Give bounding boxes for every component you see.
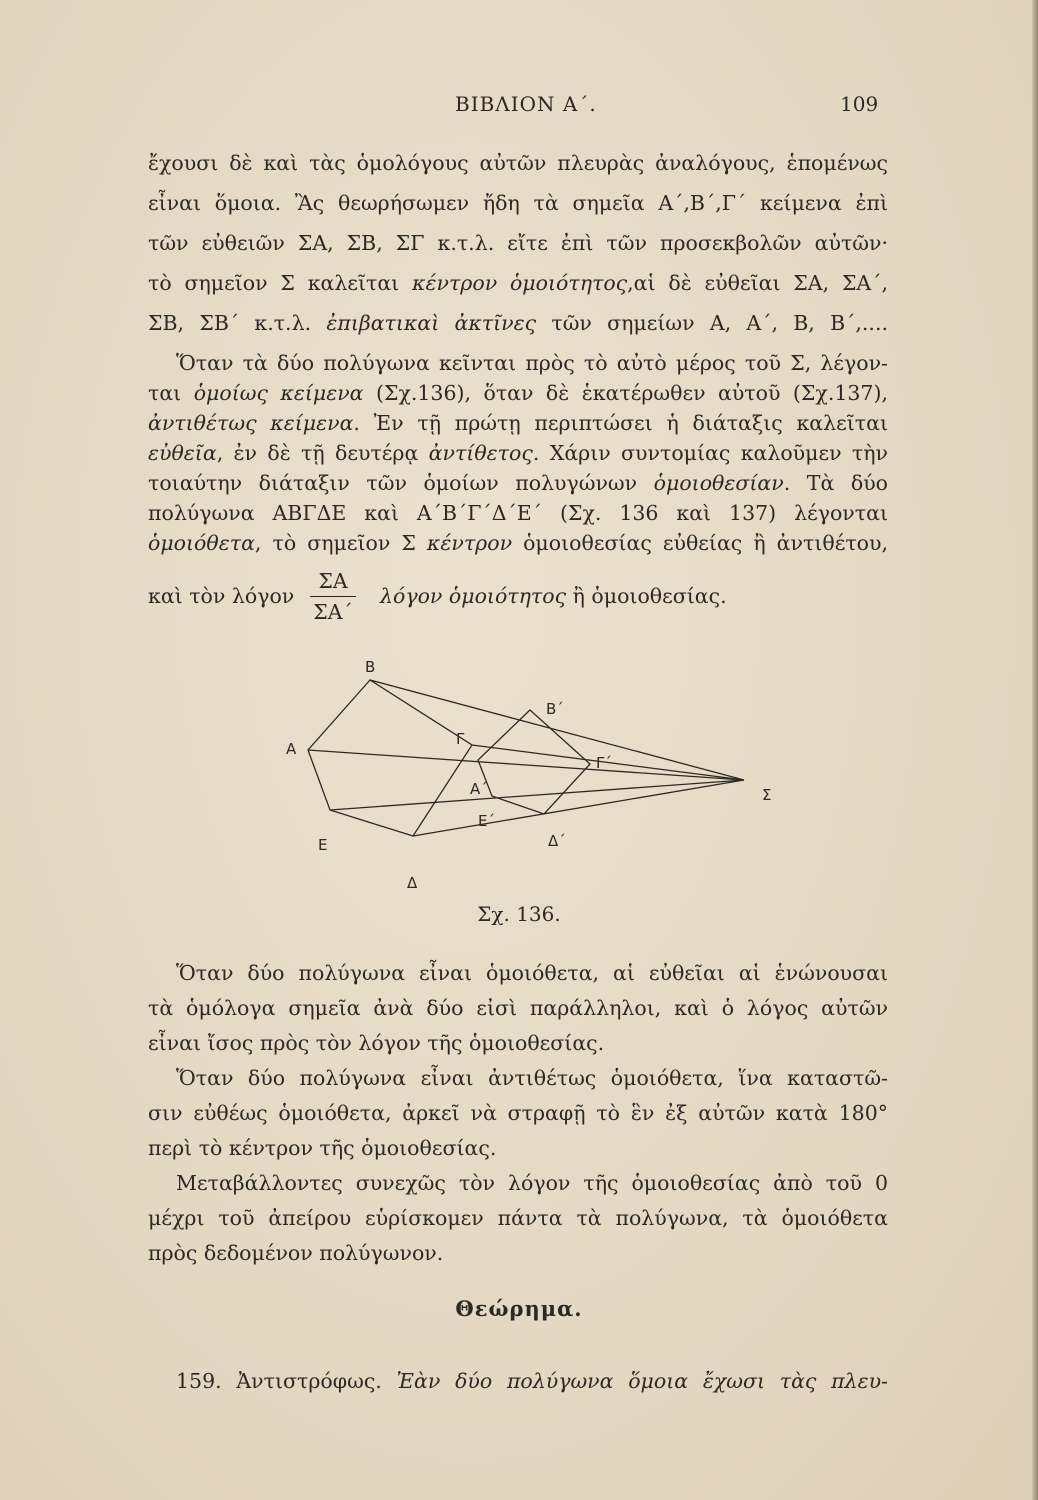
fraction-bar [310,596,356,597]
text-line: Ὅταν δύο πολύγωνα εἶναι ὁμοιόθετα, αἱ εὐθεῖαι αἱ ἑνώνουσαι [176,961,888,985]
label-E1: Ε΄ [478,812,495,830]
term-radius-vectors: ἐπιβατικαὶ ἀκτῖνες [326,311,537,335]
label-B: Β [365,658,376,676]
term-homothetic: ὁμοιόθετα [148,531,255,555]
theorem-statement [148,1366,888,1396]
text-line [148,268,888,298]
homothety-diagram [270,650,790,900]
text-line [148,378,888,408]
fraction-numerator: ΣΑ [318,569,348,593]
ratio-tail [380,584,727,608]
text-run: . Χάριν συντομίας καλοῦμεν τὴν [532,441,888,465]
text-line: εἶναι ὅμοια. Ἂς θεωρήσωμεν ἤδη τὰ σημεῖα Α΄,Β΄,Γ΄ κείμενα ἐπὶ [148,191,888,215]
ray-SA [308,750,744,780]
text-line [148,408,888,438]
theorem-number: 159. [176,1369,237,1393]
text-run: , τὸ σημεῖον Σ [254,531,427,555]
text-line: τὰ ὁμόλογα σημεῖα ἀνὰ δύο εἰσὶ παράλληλοι, καὶ ὁ λόγος αὐτῶν [148,996,888,1020]
ratio-lead: καὶ τὸν λόγον [148,584,295,608]
term-direct: εὐθεῖα [148,441,217,465]
fraction-denominator: ΣΑ΄ [313,600,353,624]
text-run: ΣΒ, ΣΒ΄ κ.τ.λ. [148,311,327,335]
text-run: ,αἱ δὲ εὐθεῖαι ΣΑ, ΣΑ΄, [627,271,889,295]
label-G1: Γ΄ [596,754,612,772]
text-line: Ὅταν δύο πολύγωνα εἶναι ἀντιθέτως ὁμοιόθετα, ἵνα καταστῶ- [176,1066,888,1090]
term-ratio-of-similarity: λόγον ὁμοιότητος [380,584,567,608]
text-line: τῶν εὐθειῶν ΣΑ, ΣΒ, ΣΓ κ.τ.λ. εἴτε ἐπὶ τῶν προσεκβολῶν αὐτῶν· [148,231,888,255]
page-edge-shadow [1032,0,1038,1500]
theorem-heading: Θεώρημα. [455,1296,583,1321]
fraction [306,568,360,625]
theorem-text: Ἐὰν δύο πολύγωνα ὅμοια ἔχωσι τὰς πλευ- [396,1369,888,1393]
text-line: σιν εὐθέως ὁμοιόθετα, ἀρκεῖ νὰ στραφῇ τὸ ἓν ἐξ αὐτῶν κατὰ 180° [148,1101,888,1125]
ray-SB [370,680,744,780]
text-line: πολύγωνα ΑΒΓΔΕ καὶ Α΄Β΄Γ΄Δ΄Ε΄ (Σχ. 136 καὶ 137) λέγονται [148,501,888,525]
text-line: ἔχουσι δὲ καὶ τὰς ὁμολόγους αὐτῶν πλευρὰς ἀναλόγους, ἑπομένως [148,151,888,175]
text-run: ὁμοιοθεσίας εὐθείας ἢ ἀντιθέτου, [512,531,888,555]
figure-136 [270,650,790,900]
text-run: τῶν σημείων Α, Α΄, Β, Β΄,.... [536,311,888,335]
label-S: Σ [762,786,772,804]
label-D1: Δ΄ [548,832,566,850]
label-B1: Β΄ [546,700,564,718]
text-line: Μεταβάλλοντες συνεχῶς τὸν λόγον τῆς ὁμοιοθεσίας ἀπὸ τοῦ 0 [176,1171,888,1195]
text-line: πρὸς δεδομένον πολύγωνον. [148,1241,444,1265]
ratio-definition [148,568,888,632]
text-line [148,308,888,338]
text-line [148,468,888,498]
label-A1: Α΄ [470,780,488,798]
term-homothety: ὁμοιοθεσίαν [653,471,784,495]
label-A: Α [286,740,297,758]
theorem-lead: Ἀντιστρόφως. [236,1369,397,1393]
figure-caption: Σχ. 136. [477,902,561,926]
label-E: Ε [318,836,328,854]
ray-SE [330,780,744,810]
label-G: Γ [456,730,465,748]
text-line: Ὅταν τὰ δύο πολύγωνα κεῖνται πρὸς τὸ αὐτὸ μέρος τοῦ Σ, λέγον- [176,351,888,375]
text-line: μέχρι τοῦ ἀπείρου εὑρίσκομεν πάντα τὰ πολύγωνα, τὰ ὁμοιόθετα [148,1206,888,1230]
text-run: τὸ σημεῖον Σ καλεῖται [148,271,413,295]
text-run: , ἐν δὲ τῇ δευτέρᾳ [216,441,429,465]
page-number: 109 [840,92,879,116]
term-center-of-similarity: κέντρον ὁμοιότητος [412,271,628,295]
label-D: Δ [407,874,418,892]
term-center: κέντρον [426,531,513,555]
text-run: τοιαύτην διάταξιν τῶν ὁμοίων πολυγώνων [148,471,654,495]
ray-SD [413,780,744,836]
text-line [148,438,888,468]
text-run: . Ἐν τῇ πρώτῃ περιπτώσει ἡ διάταξις καλεῖται [353,411,888,435]
text-line: περὶ τὸ κέντρον τῆς ὁμοιοθεσίας. [148,1136,497,1160]
text-line: εἶναι ἴσος πρὸς τὸν λόγον τῆς ὁμοιοθεσίας. [148,1031,605,1055]
text-run: . Τὰ δύο [783,471,889,495]
text-run: ἢ ὁμοιοθεσίας. [566,584,727,608]
page-header [0,92,1038,122]
running-title: ΒΙΒΛΙΟΝ Α΄. [455,92,597,116]
term-similarly-placed: ὁμοίως κείμενα [193,381,364,405]
text-line-homothetic-center [148,528,888,558]
polygon-ABGDE [308,680,472,836]
term-inverse: ἀντίθετος [428,441,533,465]
term-oppositely-placed: ἀντιθέτως κείμενα [148,411,354,435]
text-run: ται [148,381,194,405]
text-run: (Σχ.136), ὅταν δὲ ἑκατέρωθεν αὐτοῦ (Σχ.137), [363,381,888,405]
